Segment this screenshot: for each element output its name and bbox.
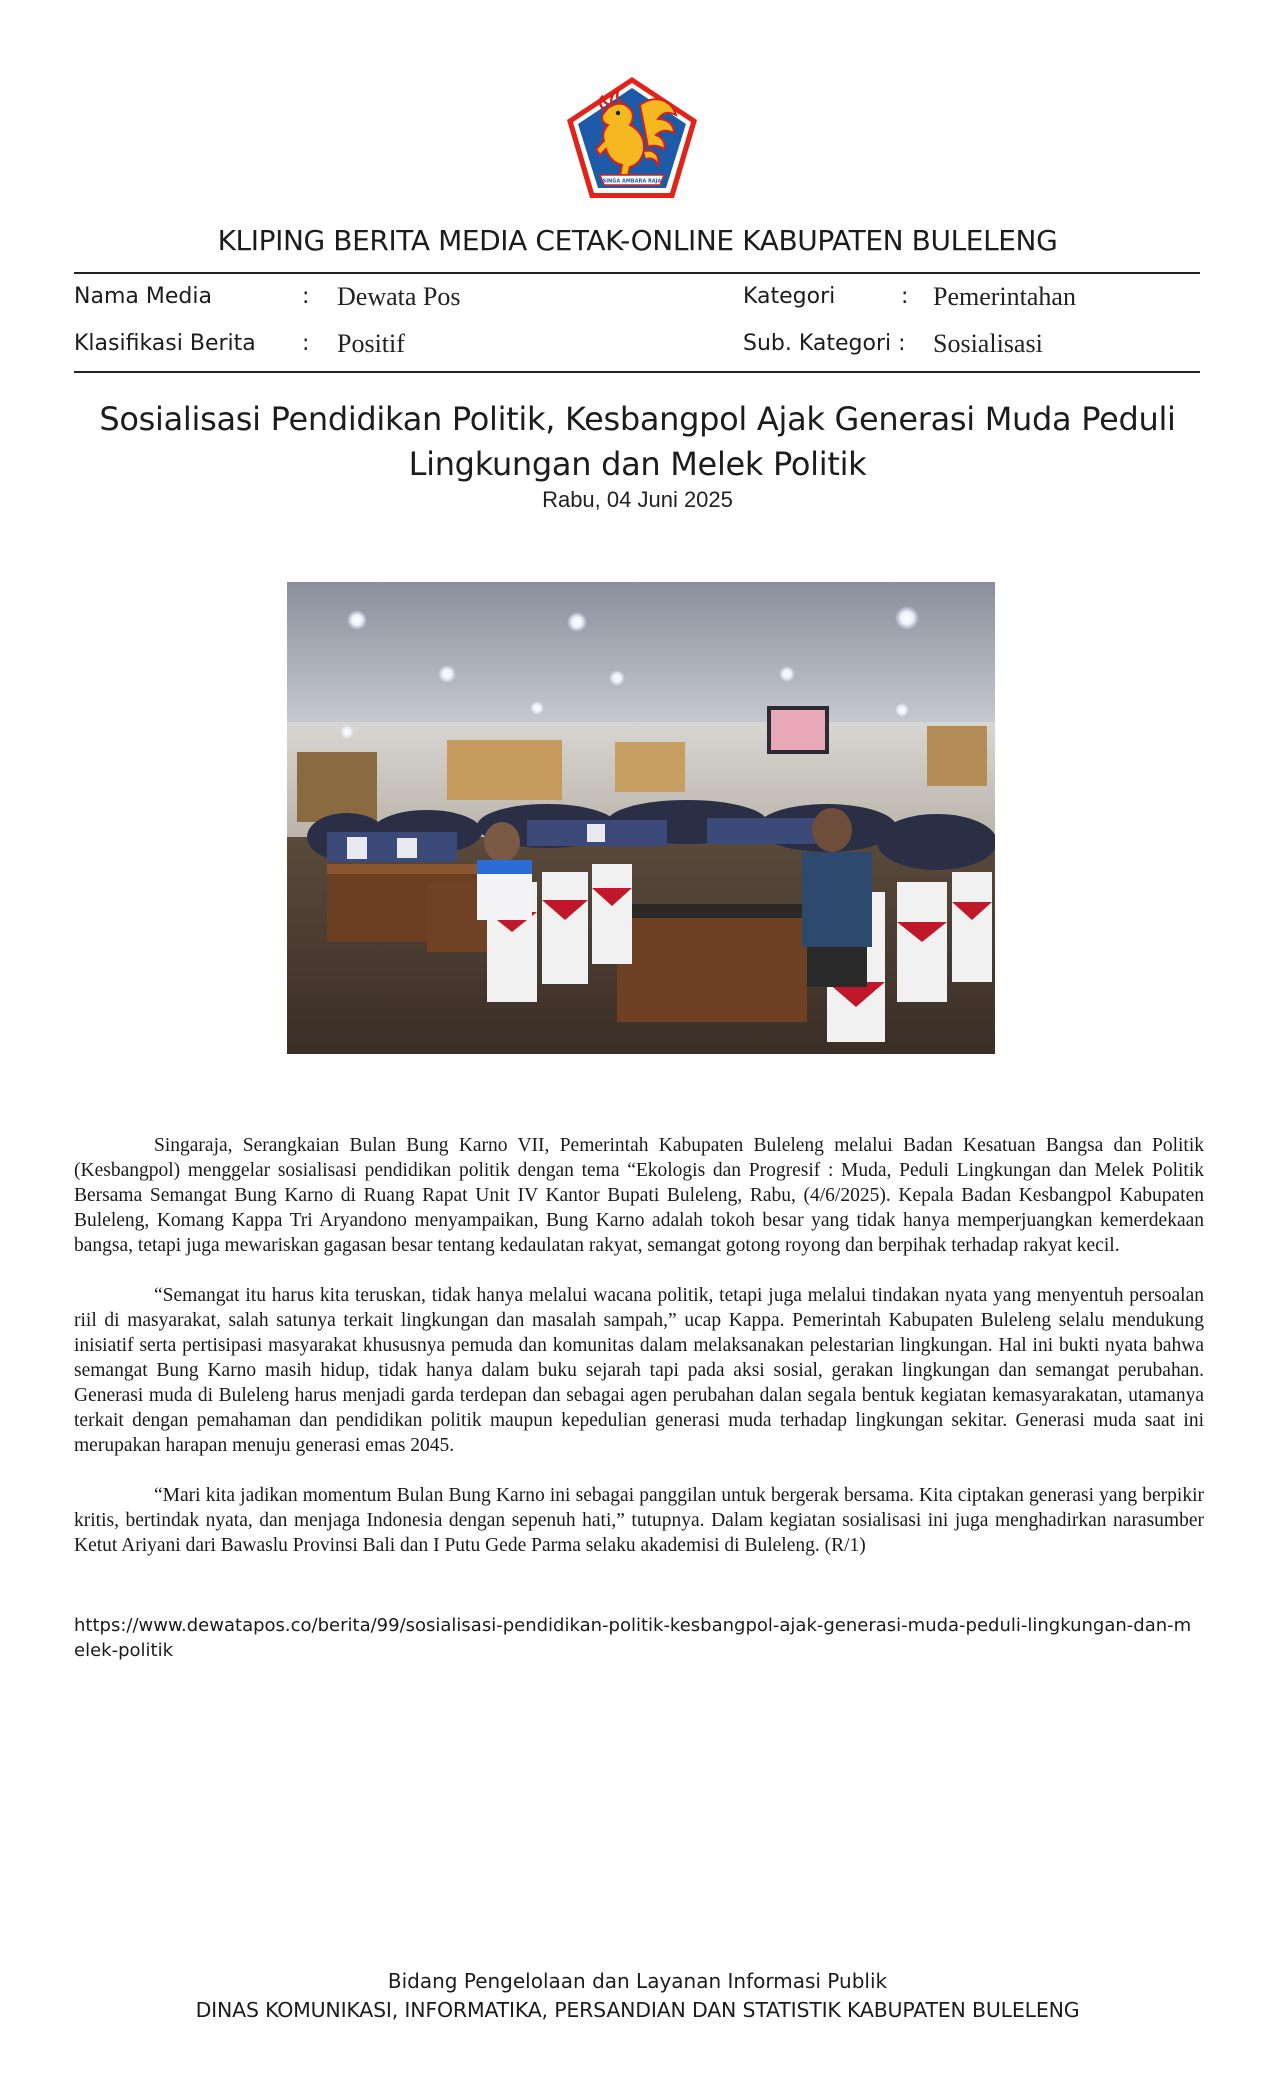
header-bottom-rule [74, 371, 1200, 373]
footer-agency: DINAS KOMUNIKASI, INFORMATIKA, PERSANDIAN DAN STATISTIK KABUPATEN BULELENG [195, 1998, 1080, 2022]
article-date: Rabu, 04 Juni 2025 [542, 487, 733, 512]
subcategory-value: Sosialisasi [933, 329, 1043, 358]
clipping-header-title: KLIPING BERITA MEDIA CETAK-ONLINE KABUPATEN BULELENG [217, 224, 1058, 257]
classification-label: Klasifikasi Berita [74, 331, 256, 356]
article-paragraph: “Mari kita jadikan momentum Bulan Bung Karno ini sebagai panggilan untuk bergerak bersama. Kita ciptakan generasi yang berpikir kritis, bertindak nyata, dan menjaga Indonesia dengan sepenuh hati,” tutupnya. Dalam kegiatan sosialisasi ini juga menghadirkan narasumber Ketut Ariyani dari Bawaslu Provinsi Bali dan I Putu Gede Parma selaku akademisi di Buleleng. (R/1) [74, 1485, 1204, 1556]
classification-colon: : [302, 331, 310, 356]
article-body [74, 1133, 1204, 1583]
category-label: Kategori [743, 284, 836, 309]
media-value: Dewata Pos [337, 282, 461, 311]
meta-subcategory-row [743, 329, 1203, 361]
meeting-hall-photo [287, 582, 995, 1054]
article-paragraph: Singaraja, Serangkaian Bulan Bung Karno VII, Pemerintah Kabupaten Buleleng melalui Badan Kesatuan Bangsa dan Politik (Kesbangpol) menggelar sosialisasi pendidikan politik dengan tema “Ekologis dan Progresif : Muda, Peduli Lingkungan dan Melek Politik Bersama Semangat Bung Karno di Ruang Rapat Unit IV Kantor Bupati Buleleng, Rabu, (4/6/2025). Kepala Badan Kesbangpol Kabupaten Buleleng, Komang Kappa Tri Aryandono menyampaikan, Bung Karno adalah tokoh besar yang tidak hanya memperjuangkan kemerdekaan bangsa, tetapi juga mewariskan gagasan besar tentang kedaulatan rakyat, semangat gotong royong dan berpihak terhadap rakyat kecil. [74, 1135, 1204, 1256]
header-top-rule [74, 272, 1200, 274]
classification-value: Positif [337, 329, 405, 358]
article-paragraph: “Semangat itu harus kita teruskan, tidak hanya melalui wacana politik, tetapi juga melalui tindakan nyata yang menyentuh persoalan riil di masyarakat, salah satunya terkait lingkungan dan masalah sampah,” ucap Kappa. Pemerintah Kabupaten Buleleng selalu mendukung inisiatif serta pertisipasi masyarakat khususnya pemuda dan komunitas dalam melaksanakan pelestarian lingkungan. Hal ini bukti nyata bahwa semangat Bung Karno masih hidup, tidak hanya dalam buku sejarah tapi pada aksi sosial, gerakan lingkungan dan semangat perubahan. Generasi muda di Buleleng harus menjadi garda terdepan dan sebagai agen perubahan dalan segala bentuk kegiatan kemasyarakatan, utamanya terkait dengan pemahaman dan pendidikan politik maupun kepedulian generasi muda terhadap lingkungan sekitar. Generasi muda saat ini merupakan harapan menuju generasi emas 2045. [74, 1285, 1204, 1456]
meta-category-row [743, 282, 1203, 314]
footer-department: Bidang Pengelolaan dan Layanan Informasi Publik [387, 1969, 888, 1993]
subcategory-label: Sub. Kategori : [743, 331, 906, 356]
article-title: Sosialisasi Pendidikan Politik, Kesbangpol Ajak Generasi Muda Peduli Lingkungan dan Melek Politik [99, 400, 1176, 483]
svg-text:SINGA AMBARA RAJA: SINGA AMBARA RAJA [602, 178, 662, 185]
media-colon: : [302, 284, 310, 309]
category-colon: : [901, 284, 909, 309]
category-value: Pemerintahan [933, 282, 1076, 311]
buleleng-regency-emblem-icon [564, 75, 700, 200]
media-label: Nama Media [74, 284, 212, 309]
meta-media-row [74, 282, 634, 314]
source-link[interactable]: https://www.dewatapos.co/berita/99/sosialisasi-pendidikan-politik-kesbangpol-ajak-generasi-muda-peduli-lingkungan-dan-melek-politik [74, 1615, 1192, 1661]
meta-classification-row [74, 329, 634, 361]
